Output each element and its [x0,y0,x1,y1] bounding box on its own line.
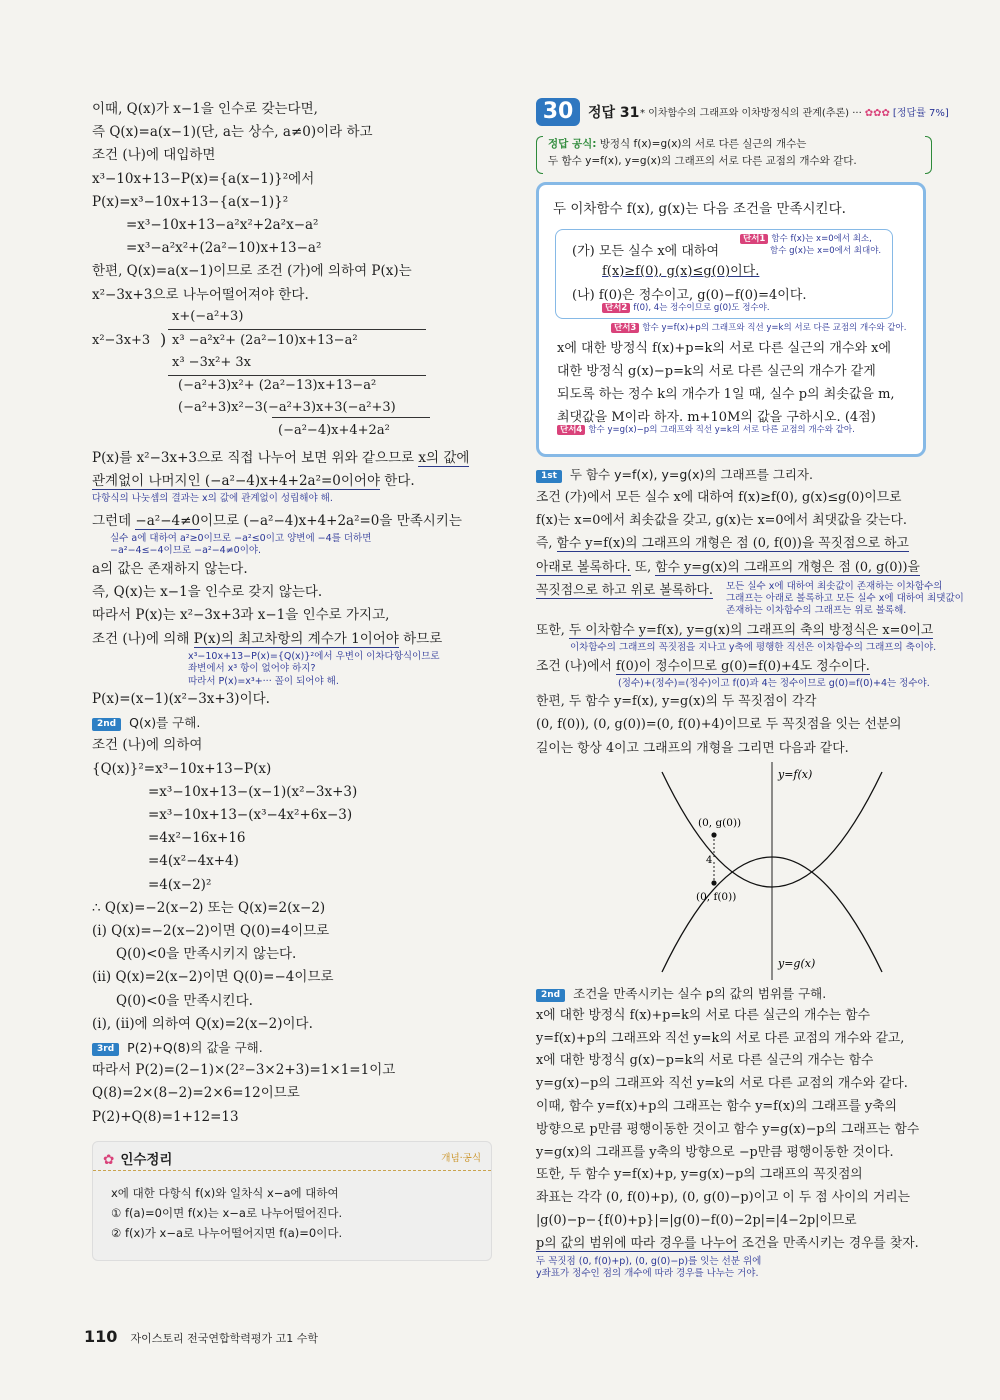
parabola-graph [536,762,940,982]
step-heading: 2nd Q(x)를 구해. [92,711,492,734]
problem-intro: 두 이차함수 f(x), g(x)는 다음 조건을 만족시킨다. [553,201,846,217]
formula-box: 정답 공식: 방정식 f(x)=g(x)의 서로 다른 실근의 개수는 두 함수 y=f(x), y=g(x)의 그래프의 서로 다른 교점의 개수와 같다. [536,136,940,176]
text-line: 또한, 두 함수 y=f(x)+p, y=g(x)−p의 그래프의 꼭짓점의 [536,1167,863,1183]
text-line: p의 값의 범위에 따라 경우를 나누어 조건을 만족시키는 경우를 찾자. [536,1235,919,1251]
text-line: 조건 (나)에 의하여 [92,737,203,754]
text-line: y=g(x)−p의 그래프와 직선 y=k의 서로 다른 교점의 개수와 같다. [536,1076,908,1092]
division-bar [168,329,426,330]
text-line: =x³−10x+13−a²x²+2a²x−a² [126,217,319,234]
text-line: =x³−a²x²+(2a²−10)x+13−a² [126,240,322,257]
text-line: 좌표는 각각 (0, f(0)+p), (0, g(0)−p)이고 이 두 점 사이의 거리는 [536,1190,910,1206]
text-line: 조건 (나)에 의해 P(x)의 최고차항의 계수가 1이어야 하므로 [92,630,443,647]
problem-line: 대한 방정식 g(x)−p=k의 서로 다른 실근의 개수가 같게 [557,364,876,379]
correct-rate: [정답률 7%] [892,108,949,119]
text-line: x³−10x+13−P(x)={a(x−1)}²에서 [92,170,315,187]
f-label: y=f(x) [778,767,813,781]
text-line: P(x)를 x²−3x+3으로 직접 나누어 보면 위와 같으므로 x의 값에 [92,449,470,466]
text-line: (ii) Q(x)=2(x−2)이면 Q(0)=−4이므로 [92,969,334,986]
g-vertex-label: (0, g(0)) [698,816,742,829]
division-quotient: x+(−a²+3) [172,308,244,324]
text-line: a의 값은 존재하지 않는다. [92,560,248,577]
annotation-note: 이차함수의 그래프의 꼭짓점을 지나고 y축에 평행한 직선은 이차함수의 그래프의 축이야. [570,642,937,654]
summary-line: ① f(a)=0이면 f(x)는 x−a로 나누어떨어진다. [111,1205,343,1220]
hint-1-cont: 함수 g(x)는 x=0에서 최대야. [770,246,882,256]
conditions-box [555,229,893,319]
text-line: |g(0)−p−{f(0)+p}|=|g(0)−f(0)−2p|=|4−2p|이므로 [536,1213,857,1228]
question-number: 30 [536,98,580,126]
annotation-note: 존재하는 이차함수의 그래프는 위로 볼록해. [726,604,907,616]
text-line: y=f(x)+p의 그래프와 직선 y=k의 서로 다른 교점의 개수와 같고, [536,1030,905,1046]
annotation-note: 실수 a에 대하여 a²≥0이므로 −a²≤0이고 양변에 −4를 더하면 [110,532,372,544]
text-line: Q(0)<0을 만족시키지 않는다. [116,946,297,963]
page-number: 110 [84,1327,118,1346]
problem-line: x에 대한 방정식 f(x)+p=k의 서로 다른 실근의 개수와 x에 [557,341,892,356]
summary-title: 인수정리 [120,1151,173,1168]
bracket-right [925,136,932,174]
text-line: 따라서 P(2)=(2−1)×(2²−3×2+3)=1×1=1이고 [92,1062,396,1079]
text-line: x²−3x+3으로 나누어떨어져야 한다. [92,286,309,303]
text-line: x에 대한 방정식 f(x)+p=k의 서로 다른 실근의 개수는 함수 [536,1007,870,1023]
step-badge: 2nd [92,718,121,731]
text-line: (i) Q(x)=−2(x−2)이면 Q(0)=4이므로 [92,923,330,940]
annotation-note: 모든 실수 x에 대하여 최솟값이 존재하는 이차함수의 [726,580,943,592]
division-bracket: ) [160,329,167,349]
question-title: * 이차함수의 그래프와 이차방정식의 관계(추론) ··· ✿✿✿ [정답률 7%] [640,108,949,119]
text-line: 한편, 두 함수 y=f(x), y=g(x)의 두 꼭짓점이 각각 [536,694,817,710]
flower-icon: ✿ [103,1151,115,1168]
summary-line: ② f(x)가 x−a로 나누어떨어지면 f(a)=0이다. [111,1225,343,1240]
text-line: 따라서 P(x)는 x²−3x+3과 x−1을 인수로 가지고, [92,607,390,624]
annotation-note: 다항식의 나눗셈의 결과는 x의 값에 관계없이 성립해야 해. [92,493,333,505]
division-row: (−a²+3)x²+ (2a²−13)x+13−a² [178,377,377,393]
text-line: =4(x²−4x+4) [148,853,239,870]
text-line: 조건 (나)에서 f(0)이 정수이므로 g(0)=f(0)+4도 정수이다. [536,658,870,674]
vertex-f-point [711,880,716,885]
annotation-note: (정수)+(정수)=(정수)이고 f(0)과 4는 정수이므로 g(0)=f(0)+4는 정수야. [618,677,930,689]
annotation-note: 그래프는 아래로 볼록하고 모든 실수 x에 대하여 최댓값이 [726,592,964,604]
step-badge: 2nd [536,989,565,1002]
text-line: 한편, Q(x)=a(x−1)이므로 조건 (가)에 의하여 P(x)는 [92,263,412,280]
text-line: x에 대한 방정식 g(x)−p=k의 서로 다른 실근의 개수는 함수 [536,1053,874,1069]
text-line: 조건 (나)에 대입하면 [92,147,216,164]
long-division [92,307,492,423]
division-remainder: (−a²−4)x+4+2a² [278,422,390,438]
text-line: f(x)는 x=0에서 최솟값을 갖고, g(x)는 x=0에서 최댓값을 갖는다. [536,513,907,529]
condition-a: (가) 모든 실수 x에 대하여 [572,244,720,259]
condition-a-body: f(x)≥f(0), g(x)≤g(0)이다. [602,264,760,279]
text-line: Q(8)=2×(8−2)=2×6=12이므로 [92,1085,300,1102]
step-heading: 2nd 조건을 만족시키는 실수 p의 값의 범위를 구해. [536,982,940,1005]
division-dividend: x³ −a²x²+ (2a²−10)x+13−a² [172,332,358,348]
text-line: 이때, Q(x)가 x−1을 인수로 갖는다면, [92,101,318,117]
text-line: (0, f(0)), (0, g(0))=(0, f(0)+4)이므로 두 꼭짓점을 잇는 선분의 [536,717,902,733]
hint-1: 단서1 함수 f(x)는 x=0에서 최소, [740,234,872,245]
division-divisor: x²−3x+3 [92,332,151,348]
text-line: P(x)=x³−10x+13−{a(x−1)}² [92,193,289,210]
summary-line: x에 대한 다항식 f(x)와 일차식 x−a에 대하여 [111,1185,339,1200]
condition-b: (나) f(0)은 정수이고, g(0)−f(0)=4이다. [572,288,807,303]
division-row: (−a²+3)x²−3(−a²+3)x+3(−a²+3) [178,399,396,415]
text-line: y=g(x)의 그래프를 y축의 방향으로 −p만큼 평행이동한 것이다. [536,1144,894,1160]
answer-label: 정답 31 [588,105,640,121]
summary-header [93,1142,491,1171]
text-line: 관계없이 나머지인 (−a²−4)x+4+2a²=0이어야 한다. [92,473,415,490]
text-line: =4x²−16x+16 [148,830,246,847]
text-line: 아래로 볼록하다. 또, 함수 y=g(x)의 그래프의 개형은 점 (0, g(0))을 [536,559,920,575]
book-title: 자이스토리 전국연합학력평가 고1 수학 [130,1332,319,1345]
text-line: 즉, Q(x)는 x−1을 인수로 갖지 않는다. [92,584,323,601]
text-line: 길이는 항상 4이고 그래프의 개형을 그리면 다음과 같다. [536,740,849,756]
problem-line: 최댓값을 M이라 하자. m+10M의 값을 구하시오. (4점) [557,410,876,425]
right-column [536,98,964,1281]
summary-box [92,1141,492,1261]
text-line: {Q(x)}²=x³−10x+13−P(x) [92,760,272,777]
gap-label: 4 [706,854,713,866]
problem-line: 되도록 하는 정수 k의 개수가 1일 때, 실수 p의 최솟값을 m, [557,387,895,402]
question-header [536,98,949,134]
annotation-note: 좌변에서 x³ 항이 없어야 하지? [188,663,316,675]
difficulty-stars: ✿✿✿ [864,108,890,119]
text-line: 또한, 두 이차함수 y=f(x), y=g(x)의 그래프의 축의 방정식은 x=0이고 [536,622,934,638]
text-line: 방향으로 p만큼 평행이동한 것이고 함수 y=g(x)−p의 그래프는 함수 [536,1121,920,1137]
step-badge: 3rd [92,1043,119,1056]
summary-tag: 개념·공식 [441,1152,481,1164]
text-line: Q(0)<0을 만족시킨다. [116,992,253,1009]
text-line: 즉 Q(x)=a(x−1)(단, a는 상수, a≠0)이라 하고 [92,124,373,141]
annotation-note: y좌표가 정수인 점의 개수에 따라 경우를 나누는 거야. [536,1268,759,1280]
annotation-note: 두 꼭짓점 (0, f(0)+p), (0, g(0)−p)를 잇는 선분 위에 [536,1255,762,1267]
left-column [92,98,492,1261]
text-with-note: 꼭짓점으로 하고 위로 볼록하다. 모든 실수 x에 대하여 최솟값이 존재하는 이차함수의 그래프는 아래로 볼록하고 모든 실수 x에 대하여 최댓값이 존재하는 이차함수의 그래프는 위로 볼록해. [536,580,964,616]
f-vertex-label: (0, f(0)) [696,890,737,903]
annotation-note: x³−10x+13−P(x)={Q(x)}²에서 우변이 이차다항식이므로 [188,650,440,662]
g-label: y=g(x) [778,956,816,970]
page-footer [84,1327,318,1346]
text-line: =x³−10x+13−(x−1)(x²−3x+3) [148,783,358,800]
text-line: =4(x−2)² [148,876,212,893]
annotation-note: 따라서 P(x)=x³+··· 꼴이 되어야 해. [188,675,339,687]
step-heading: 3rd P(2)+Q(8)의 값을 구해. [92,1036,492,1059]
text-line: P(2)+Q(8)=1+12=13 [92,1108,239,1125]
hint-3: 단서3 함수 y=f(x)+p의 그래프와 직선 y=k의 서로 다른 교점의 개수와 같아. [611,323,906,334]
text-line: 이때, 함수 y=f(x)+p의 그래프는 함수 y=f(x)의 그래프를 y축의 [536,1099,897,1115]
step-badge: 1st [536,470,562,483]
division-row: x³ −3x²+ 3x [172,354,252,370]
annotation-note: −a²−4≤−4이므로 −a²−4≠0이야. [110,545,262,557]
text-line: =x³−10x+13−(x³−4x²+6x−3) [148,807,353,824]
hint-4: 단서4 함수 y=g(x)−p의 그래프와 직선 y=k의 서로 다른 교점의 개수와 같아. [557,425,855,436]
bracket-left [536,136,543,174]
text-line: P(x)=(x−1)(x²−3x+3)이다. [92,691,270,708]
text-line: (i), (ii)에 의하여 Q(x)=2(x−2)이다. [92,1015,313,1032]
hint-2: 단서2 f(0), 4는 정수이므로 g(0)도 정수야. [602,303,770,314]
summary-body [93,1171,491,1243]
graph-svg [536,762,940,982]
step-heading: 1st 두 함수 y=f(x), y=g(x)의 그래프를 그리자. [536,463,940,486]
division-rule [168,375,426,376]
division-remainder-wrap [92,423,492,447]
text-line: ∴ Q(x)=−2(x−2) 또는 Q(x)=2(x−2) [92,899,326,916]
text-line: 그런데 −a²−4≠0이므로 (−a²−4)x+4+2a²=0을 만족시키는 [92,512,462,529]
text-line: 즉, 함수 y=f(x)의 그래프의 개형은 점 (0, f(0))을 꼭짓점으로 하고 [536,536,909,552]
text-line: 조건 (가)에서 모든 실수 x에 대하여 f(x)≥f(0), g(x)≤g(0)이므로 [536,490,902,505]
problem-box [536,182,926,457]
vertex-g-point [711,832,716,837]
division-rule [272,417,430,418]
